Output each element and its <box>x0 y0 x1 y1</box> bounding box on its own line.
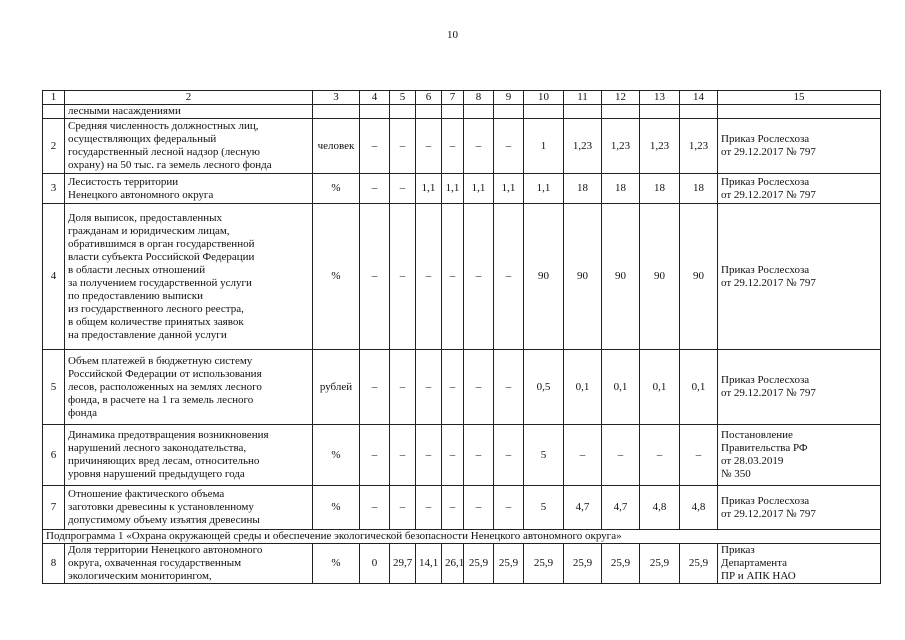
unit-cell: % <box>313 204 360 350</box>
value-cell: – <box>464 204 494 350</box>
value-cell: 1,1 <box>464 174 494 204</box>
text-line: Приказ Рослесхоза <box>721 494 810 507</box>
value-cell: – <box>442 425 464 486</box>
text-line: за получением государственной услуги <box>68 276 252 289</box>
text-line: Доля территории Ненецкого автономного <box>68 544 263 556</box>
source-cell <box>718 486 881 530</box>
value-cell: 25,9 <box>680 544 718 584</box>
value-cell: 1,23 <box>564 119 602 174</box>
value-cell: – <box>390 425 416 486</box>
text-line: от 28.03.2019 <box>721 455 784 467</box>
header-row <box>43 91 881 105</box>
value-cell: 1 <box>524 119 564 174</box>
value-cell: 0 <box>360 544 390 584</box>
text-line: Доля выписок, предоставленных <box>68 211 223 224</box>
value-cell: 0,1 <box>640 350 680 425</box>
value-cell: – <box>416 204 442 350</box>
unit-cell: рублей <box>313 350 360 425</box>
header-cell: 6 <box>416 91 442 105</box>
value-cell: 90 <box>640 204 680 350</box>
value-cell: – <box>360 350 390 425</box>
value-cell: – <box>416 119 442 174</box>
value-cell: – <box>464 350 494 425</box>
value-cell: 18 <box>640 174 680 204</box>
value-cell: – <box>360 119 390 174</box>
text-line: допустимому объему изъятия древесины <box>68 514 260 526</box>
text-line: осуществляющих федеральный <box>68 133 217 145</box>
value-cell: 0,1 <box>602 350 640 425</box>
source-cell <box>718 544 881 584</box>
value-cell: 25,9 <box>564 544 602 584</box>
value-cell: – <box>360 425 390 486</box>
text-line: причиняющих вред лесам, относительно <box>68 455 260 467</box>
text-line: уровня нарушений предыдущего года <box>68 468 245 480</box>
value-cell: 1,1 <box>442 174 464 204</box>
source-cell <box>718 174 881 204</box>
value-cell: 1,1 <box>524 174 564 204</box>
value-cell: 0,1 <box>564 350 602 425</box>
text-line: от 29.12.2017 № 797 <box>721 387 816 399</box>
value-cell: 4,7 <box>602 486 640 530</box>
header-cell: 9 <box>494 91 524 105</box>
value-cell: – <box>494 486 524 530</box>
value-cell: – <box>442 204 464 350</box>
value-cell: 1,1 <box>494 174 524 204</box>
unit-cell: % <box>313 425 360 486</box>
text-line: округа, охваченная государственным <box>68 557 242 569</box>
value-cell: 25,9 <box>602 544 640 584</box>
text-line: Отношение фактического объема <box>68 488 225 500</box>
value-cell: – <box>416 350 442 425</box>
text-line: от 29.12.2017 № 797 <box>721 276 816 289</box>
value-cell: 1,23 <box>602 119 640 174</box>
unit-cell: человек <box>313 119 360 174</box>
row-number: 2 <box>43 119 65 174</box>
value-cell: – <box>494 350 524 425</box>
value-cell: – <box>390 204 416 350</box>
value-cell: 90 <box>602 204 640 350</box>
value-cell: 25,9 <box>494 544 524 584</box>
source-cell <box>718 204 881 350</box>
text-line: Департамента <box>721 557 788 569</box>
text-line: нарушений лесного законодательства, <box>68 442 247 454</box>
value-cell: – <box>416 425 442 486</box>
value-cell: – <box>494 204 524 350</box>
continuation-text: лесными насаждениями <box>65 105 313 119</box>
value-cell: 90 <box>524 204 564 350</box>
continuation-row <box>43 105 881 119</box>
text-line: экологическим мониторингом, <box>68 570 212 582</box>
text-line: власти субъекта Российской Федерации <box>68 250 255 263</box>
page-number: 10 <box>447 29 458 41</box>
table-row <box>43 174 881 204</box>
text-line: по предоставлению выписки <box>68 289 203 302</box>
header-cell: 11 <box>564 91 602 105</box>
value-cell: 18 <box>564 174 602 204</box>
source-cell <box>718 119 881 174</box>
table-row <box>43 350 881 425</box>
text-line: Постановление <box>721 429 793 441</box>
subprogram-title: Подпрограмма 1 «Охрана окружающей среды и обеспечение экологической безопасности Ненецкого автономного округа» <box>43 530 881 544</box>
table-row <box>43 204 881 350</box>
value-cell: 0,1 <box>680 350 718 425</box>
header-cell: 3 <box>313 91 360 105</box>
value-cell: – <box>494 119 524 174</box>
value-cell: – <box>416 486 442 530</box>
value-cell: – <box>390 350 416 425</box>
value-cell: 14,1 <box>416 544 442 584</box>
text-line: ПР и АПК НАО <box>721 570 796 582</box>
value-cell: – <box>442 119 464 174</box>
value-cell: 4,8 <box>680 486 718 530</box>
text-line: из государственного лесного реестра, <box>68 302 244 315</box>
value-cell: 0,5 <box>524 350 564 425</box>
unit-cell: % <box>313 544 360 584</box>
text-line: от 29.12.2017 № 797 <box>721 507 816 520</box>
text-line: № 350 <box>721 468 751 480</box>
unit-cell: % <box>313 174 360 204</box>
value-cell: 1,1 <box>416 174 442 204</box>
indicator-name <box>65 425 313 486</box>
text-line: Ненецкого автономного округа <box>68 188 214 201</box>
value-cell: 25,9 <box>464 544 494 584</box>
indicators-table <box>42 90 881 584</box>
row-number: 7 <box>43 486 65 530</box>
header-cell: 14 <box>680 91 718 105</box>
unit-cell: % <box>313 486 360 530</box>
table-row <box>43 486 881 530</box>
text-line: Приказ Рослесхоза <box>721 263 810 276</box>
header-cell: 2 <box>65 91 313 105</box>
value-cell: 18 <box>602 174 640 204</box>
value-cell: 90 <box>564 204 602 350</box>
text-line: от 29.12.2017 № 797 <box>721 188 816 201</box>
text-line: гражданам и юридическим лицам, <box>68 224 230 237</box>
value-cell: – <box>360 204 390 350</box>
row-number: 5 <box>43 350 65 425</box>
value-cell: – <box>442 486 464 530</box>
indicator-name <box>65 544 313 584</box>
value-cell: 1,23 <box>680 119 718 174</box>
value-cell: – <box>464 486 494 530</box>
text-line: Приказ Рослесхоза <box>721 133 810 145</box>
text-line: Российской Федерации от использования <box>68 367 262 380</box>
header-cell: 8 <box>464 91 494 105</box>
value-cell: 29,7 <box>390 544 416 584</box>
text-line: Приказ Рослесхоза <box>721 374 810 386</box>
row-number: 6 <box>43 425 65 486</box>
subprogram-row <box>43 530 881 544</box>
header-cell: 15 <box>718 91 881 105</box>
value-cell: – <box>680 425 718 486</box>
value-cell: 25,9 <box>524 544 564 584</box>
indicator-name <box>65 119 313 174</box>
value-cell: 90 <box>680 204 718 350</box>
value-cell: – <box>494 425 524 486</box>
value-cell: – <box>464 119 494 174</box>
table-row <box>43 425 881 486</box>
text-line: в области лесных отношений <box>68 263 206 276</box>
value-cell: – <box>390 486 416 530</box>
value-cell: – <box>360 174 390 204</box>
header-cell: 12 <box>602 91 640 105</box>
source-cell <box>718 350 881 425</box>
value-cell: 26,1 <box>442 544 464 584</box>
value-cell: 25,9 <box>640 544 680 584</box>
value-cell: – <box>390 174 416 204</box>
text-line: Объем платежей в бюджетную систему <box>68 354 253 367</box>
text-line: Правительства РФ <box>721 442 808 454</box>
text-line: обратившимся в орган государственной <box>68 237 255 250</box>
text-line: заготовки древесины к установленному <box>68 501 254 513</box>
text-line: Динамика предотвращения возникновения <box>68 429 269 441</box>
header-cell: 7 <box>442 91 464 105</box>
indicator-name <box>65 174 313 204</box>
header-cell: 1 <box>43 91 65 105</box>
value-cell: 1,23 <box>640 119 680 174</box>
text-line: Приказ Рослесхоза <box>721 175 810 188</box>
text-line: Приказ <box>721 544 755 556</box>
text-line: на предоставление данной услуги <box>68 328 227 341</box>
header-cell: 5 <box>390 91 416 105</box>
text-line: фонда <box>68 406 97 419</box>
value-cell: 4,8 <box>640 486 680 530</box>
source-cell <box>718 425 881 486</box>
value-cell: 5 <box>524 425 564 486</box>
text-line: Средняя численность должностных лиц, <box>68 120 259 132</box>
value-cell: – <box>390 119 416 174</box>
text-line: Лесистость территории <box>68 175 179 188</box>
row-number: 8 <box>43 544 65 584</box>
indicator-name <box>65 350 313 425</box>
value-cell: 5 <box>524 486 564 530</box>
text-line: от 29.12.2017 № 797 <box>721 146 816 158</box>
text-line: государственный лесной надзор (лесную <box>68 146 260 158</box>
value-cell: – <box>564 425 602 486</box>
value-cell: 4,7 <box>564 486 602 530</box>
row-number: 3 <box>43 174 65 204</box>
header-cell: 10 <box>524 91 564 105</box>
indicator-name <box>65 204 313 350</box>
value-cell: – <box>464 425 494 486</box>
header-cell: 13 <box>640 91 680 105</box>
value-cell: – <box>360 486 390 530</box>
table-row <box>43 544 881 584</box>
text-line: лесов, расположенных на землях лесного <box>68 380 262 393</box>
value-cell: – <box>640 425 680 486</box>
table-row <box>43 119 881 174</box>
header-cell: 4 <box>360 91 390 105</box>
text-line: охрану) на 50 тыс. га земель лесного фонда <box>68 159 272 171</box>
value-cell: – <box>442 350 464 425</box>
row-number: 4 <box>43 204 65 350</box>
text-line: фонда, в расчете на 1 га земель лесного <box>68 393 254 406</box>
text-line: в общем количестве принятых заявок <box>68 315 244 328</box>
indicator-name <box>65 486 313 530</box>
value-cell: 18 <box>680 174 718 204</box>
table-body <box>43 91 881 584</box>
value-cell: – <box>602 425 640 486</box>
